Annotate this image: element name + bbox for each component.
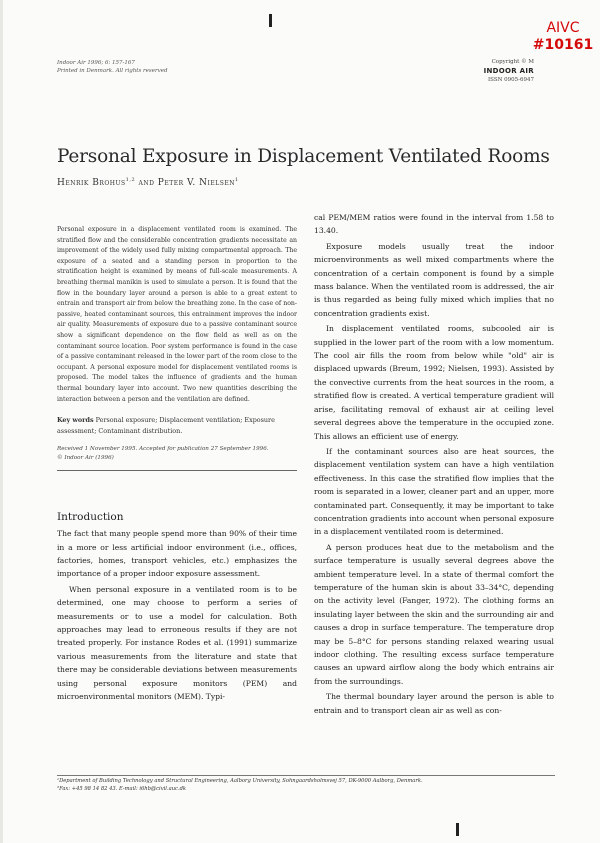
article-title: Personal Exposure in Displacement Ventilated Rooms bbox=[57, 146, 550, 167]
copyright-line: Copyright © M bbox=[491, 59, 534, 65]
author-2-affiliation: 1 bbox=[234, 177, 239, 183]
printed-line: Printed in Denmark. All rights reserved bbox=[57, 68, 168, 74]
issn-line: ISSN 0905-6947 bbox=[487, 77, 534, 83]
journal-masthead bbox=[484, 58, 534, 85]
journal-citation bbox=[57, 59, 168, 75]
author-1-affiliation: 1,2 bbox=[125, 177, 136, 183]
right-paragraph-6: The thermal boundary layer around the person is able to entrain and to transport clean air as well as con- bbox=[314, 692, 554, 715]
keywords-label: Key words bbox=[57, 416, 94, 425]
right-column bbox=[314, 211, 554, 717]
footnotes bbox=[57, 777, 557, 793]
abstract: Personal exposure in a displacement ventilated room is examined. The stratified flow and the considerable concentration gradients necessitate an improvement of the widely used fully mixing compartmental approach. The exposure of a seated and a standing person in proportion to the stratification height is examined by means of full-scale measurements. A breathing thermal manikin is used to simulate a person. It is found that the flow in the boundary layer around a person is able to a great extent to entrain and transport air from below the breathing zone. In the case of non-passive, heated contaminant sources, this entrainment improves the indoor air quality. Measurements of exposure due to a passive contaminant source show a significant dependence on the flow field as well as on the contaminant source location. Poor system performance is found in the case of a passive contaminant released in the lower part of the room close to the occupant. A personal exposure model for displacement ventilated rooms is proposed. The model takes the influence of gradients and the human thermal boundary layer into account. Two new quantities describing the interaction between a person and the ventilation are defined. bbox=[57, 226, 297, 403]
footnote-2: ²Fax: +45 98 14 82 43. E-mail: i6hb@civil.auc.dk bbox=[57, 786, 187, 792]
journal-name: INDOOR AIR bbox=[483, 67, 534, 75]
right-paragraph-2: Exposure models usually treat the indoor microenvironments as well mixed compartments where the concentration of a certain component is found by a simple mass balance. When the ventilated room is addressed, the air is thus regarded as being fully mixed which implies that no concentration gradients exist. bbox=[314, 241, 554, 318]
intro-paragraph-2: When personal exposure in a ventilated room is to be determined, one may choose to perform a series of measurements or to use a model for calculation. Both approaches may lead to erroneous results if they are not treated properly. For instance Rodes et al. (1991) summarize various measurements from the literature and state that there may be considerable deviations between measurements using personal exposure monitors (PEM) and microenvironmental monitors (MEM). Typi- bbox=[57, 584, 297, 701]
section-heading: Introduction bbox=[57, 511, 124, 524]
abstract-divider bbox=[57, 470, 297, 471]
crop-mark-top bbox=[269, 14, 272, 27]
right-paragraph-5: A person produces heat due to the metabolism and the surface temperature is usually several degrees above the ambient temperature level. In a state of thermal comfort the temperature of the human skin is about 33–34°C, depending on the activity level (Fanger, 1972). The clothing forms an insulating layer between the skin and the surrounding air and causes a drop in surface temperature. The temperature drop may be 5–8°C for persons standing relaxed wearing usual indoor clothing. The resulting excess surface temperature causes an upward airflow along the body which entrains air from the surroundings. bbox=[314, 542, 554, 686]
copyright-notice: © Indoor Air (1996) bbox=[57, 455, 114, 462]
stamp-line2: #10161 bbox=[532, 37, 594, 53]
archive-stamp bbox=[530, 20, 596, 54]
received-line: Received 1 November 1995. Accepted for publication 27 September 1996. bbox=[57, 446, 269, 453]
right-paragraph-4: If the contaminant sources also are heat sources, the displacement ventilation system can have a high ventilation effectiveness. In this case the stratified flow implies that the room is separated in a lower, cleaner part and an upper, more contaminated part. Consequently, it may be important to take concentration gradients into account when personal exposure in a displacement ventilated room is determined. bbox=[314, 446, 554, 537]
citation-line: Indoor Air 1996; 6: 157-167 bbox=[57, 60, 135, 66]
author-1: Henrik Brohus bbox=[57, 178, 126, 188]
keywords bbox=[57, 415, 297, 437]
keywords-text: Personal exposure; Displacement ventilation; Exposure assessment; Contaminant distribution. bbox=[57, 416, 275, 436]
received-dates bbox=[57, 445, 297, 463]
intro-paragraph-1: The fact that many people spend more than 90% of their time in a more or less artificial indoor environment (i.e., offices, factories, homes, transport vehicles, etc.) emphasizes the importance of a proper indoor exposure assessment. bbox=[57, 529, 297, 579]
right-paragraph-1: cal PEM/MEM ratios were found in the interval from 1.58 to 13.40. bbox=[314, 213, 554, 236]
author-2: Peter V. Nielsen bbox=[157, 178, 235, 188]
crop-mark-bottom bbox=[456, 823, 459, 836]
left-column bbox=[57, 225, 297, 703]
footnote-1: ¹Department of Building Technology and Structural Engineering, Aalborg University, Sohngaardsholmsvej 57, DK-9000 Aalborg, Denmark. bbox=[57, 778, 423, 784]
stamp-line1: AIVC bbox=[546, 20, 580, 36]
scan-edge bbox=[0, 0, 3, 843]
author-conjunction: and bbox=[138, 178, 155, 188]
footnote-divider bbox=[57, 775, 555, 776]
right-paragraph-3: In displacement ventilated rooms, subcooled air is supplied in the lower part of the room with a low momentum. The cool air fills the room from below while "old" air is displaced upwards (Breum, 1992; Nielsen, 1993). Assisted by the convective currents from the heat sources in the room, a stratified flow is created. A vertical temperature gradient will arise, facilitating removal of exhaust air at ceiling level several degrees above the temperature in the occupied zone. This allows an efficient use of energy. bbox=[314, 324, 554, 441]
author-line bbox=[57, 177, 239, 188]
